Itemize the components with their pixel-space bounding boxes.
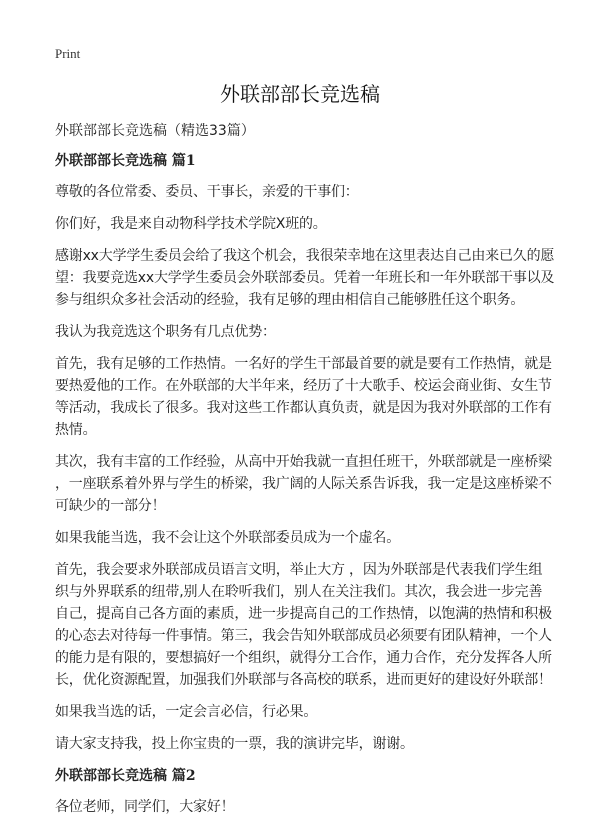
paragraph xyxy=(55,213,555,235)
paragraph-line: 各位老师，同学们，大家好！ xyxy=(55,799,235,815)
document-subtitle: 外联部部长竞选稿（精选33篇） xyxy=(55,123,255,139)
paragraph-line: 望：我要竞选xx大学学生委员会外联部委员。凭着一年班长和一年外联部干事以及 xyxy=(55,270,555,286)
paragraph-line: 首先，我会要求外联部成员语言文明，举止大方 ，因为外联部是代表我们学生组 xyxy=(55,562,543,578)
paragraph xyxy=(55,181,555,203)
paragraph-line: 可缺少的一部分！ xyxy=(55,498,166,514)
paragraph-line: 热情。 xyxy=(55,422,97,438)
document-title: 外联部部长竞选稿 xyxy=(220,82,380,106)
paragraph-line: 要热爱他的工作。在外联部的大半年来，经历了十大歌手、校运会商业街、女生节 xyxy=(55,378,552,394)
paragraph-line: 感谢xx大学学生委员会给了我这个机会，我很荣幸地在这里表达自己由来已久的愿 xyxy=(55,248,555,264)
paragraph-line: 参与组织众多社会活动的经验，我有足够的理由相信自己能够胜任这个职务。 xyxy=(55,292,525,308)
print-link[interactable]: Print xyxy=(55,46,81,61)
paragraph-line: 织与外界联系的纽带,别人在聆听我们，别人在关注我们。其次，我会进一步完善 xyxy=(55,584,543,600)
paragraph xyxy=(55,527,555,549)
paragraph-line: 如果我能当选，我不会让这个外联部委员成为一个虚名。 xyxy=(55,530,400,546)
paragraph-line: 尊敬的各位常委、委员、干事长，亲爱的干事们： xyxy=(55,184,359,200)
paragraph-line: 的心态去对待每一件事情。第三，我会告知外联部成员必须要有团队精神，一个人 xyxy=(55,628,552,644)
paragraph xyxy=(55,559,555,691)
paragraph-line: 如果我当选的话，一定会言必信，行必果。 xyxy=(55,704,318,720)
paragraph xyxy=(55,321,555,343)
paragraph-line: 自己，提高自己各方面的素质，进一步提高自己的工作热情，以饱满的热情和积极 xyxy=(55,606,552,622)
paragraph-line: 我认为我竞选这个职务有几点优势： xyxy=(55,324,276,340)
paragraph xyxy=(55,701,555,723)
paragraph-line: 你们好，我是来自动物科学技术学院X班的。 xyxy=(55,216,327,232)
paragraph-line: 的能力是有限的，要想搞好一个组织，就得分工合作，通力合作，充分发挥各人所 xyxy=(55,650,552,666)
paragraph xyxy=(55,733,555,755)
paragraph-line: ，一座联系着外界与学生的桥梁，我广阔的人际关系告诉我，我一定是这座桥梁不 xyxy=(55,476,552,492)
paragraph-line: 其次，我有丰富的工作经验，从高中开始我就一直担任班干，外联部就是一座桥梁 xyxy=(55,454,552,470)
section-heading: 外联部部长竞选稿 篇1 xyxy=(55,153,196,169)
paragraph xyxy=(55,353,555,441)
section-heading: 外联部部长竞选稿 篇2 xyxy=(55,768,196,784)
paragraph-line: 请大家支持我，投上你宝贵的一票，我的演讲完毕，谢谢。 xyxy=(55,736,414,752)
paragraph xyxy=(55,451,555,517)
paragraph-line: 长，优化资源配置，加强我们外联部与各高校的联系，进而更好的建设好外联部！ xyxy=(55,672,552,688)
paragraph-line: 首先，我有足够的工作热情。一名好的学生干部最首要的就是要有工作热情，就是 xyxy=(55,356,552,372)
paragraph-line: 等活动，我成长了很多。我对这些工作都认真负责，就是因为我对外联部的工作有 xyxy=(55,400,552,416)
paragraph xyxy=(55,796,555,818)
paragraph xyxy=(55,245,555,311)
document-body xyxy=(55,120,555,828)
